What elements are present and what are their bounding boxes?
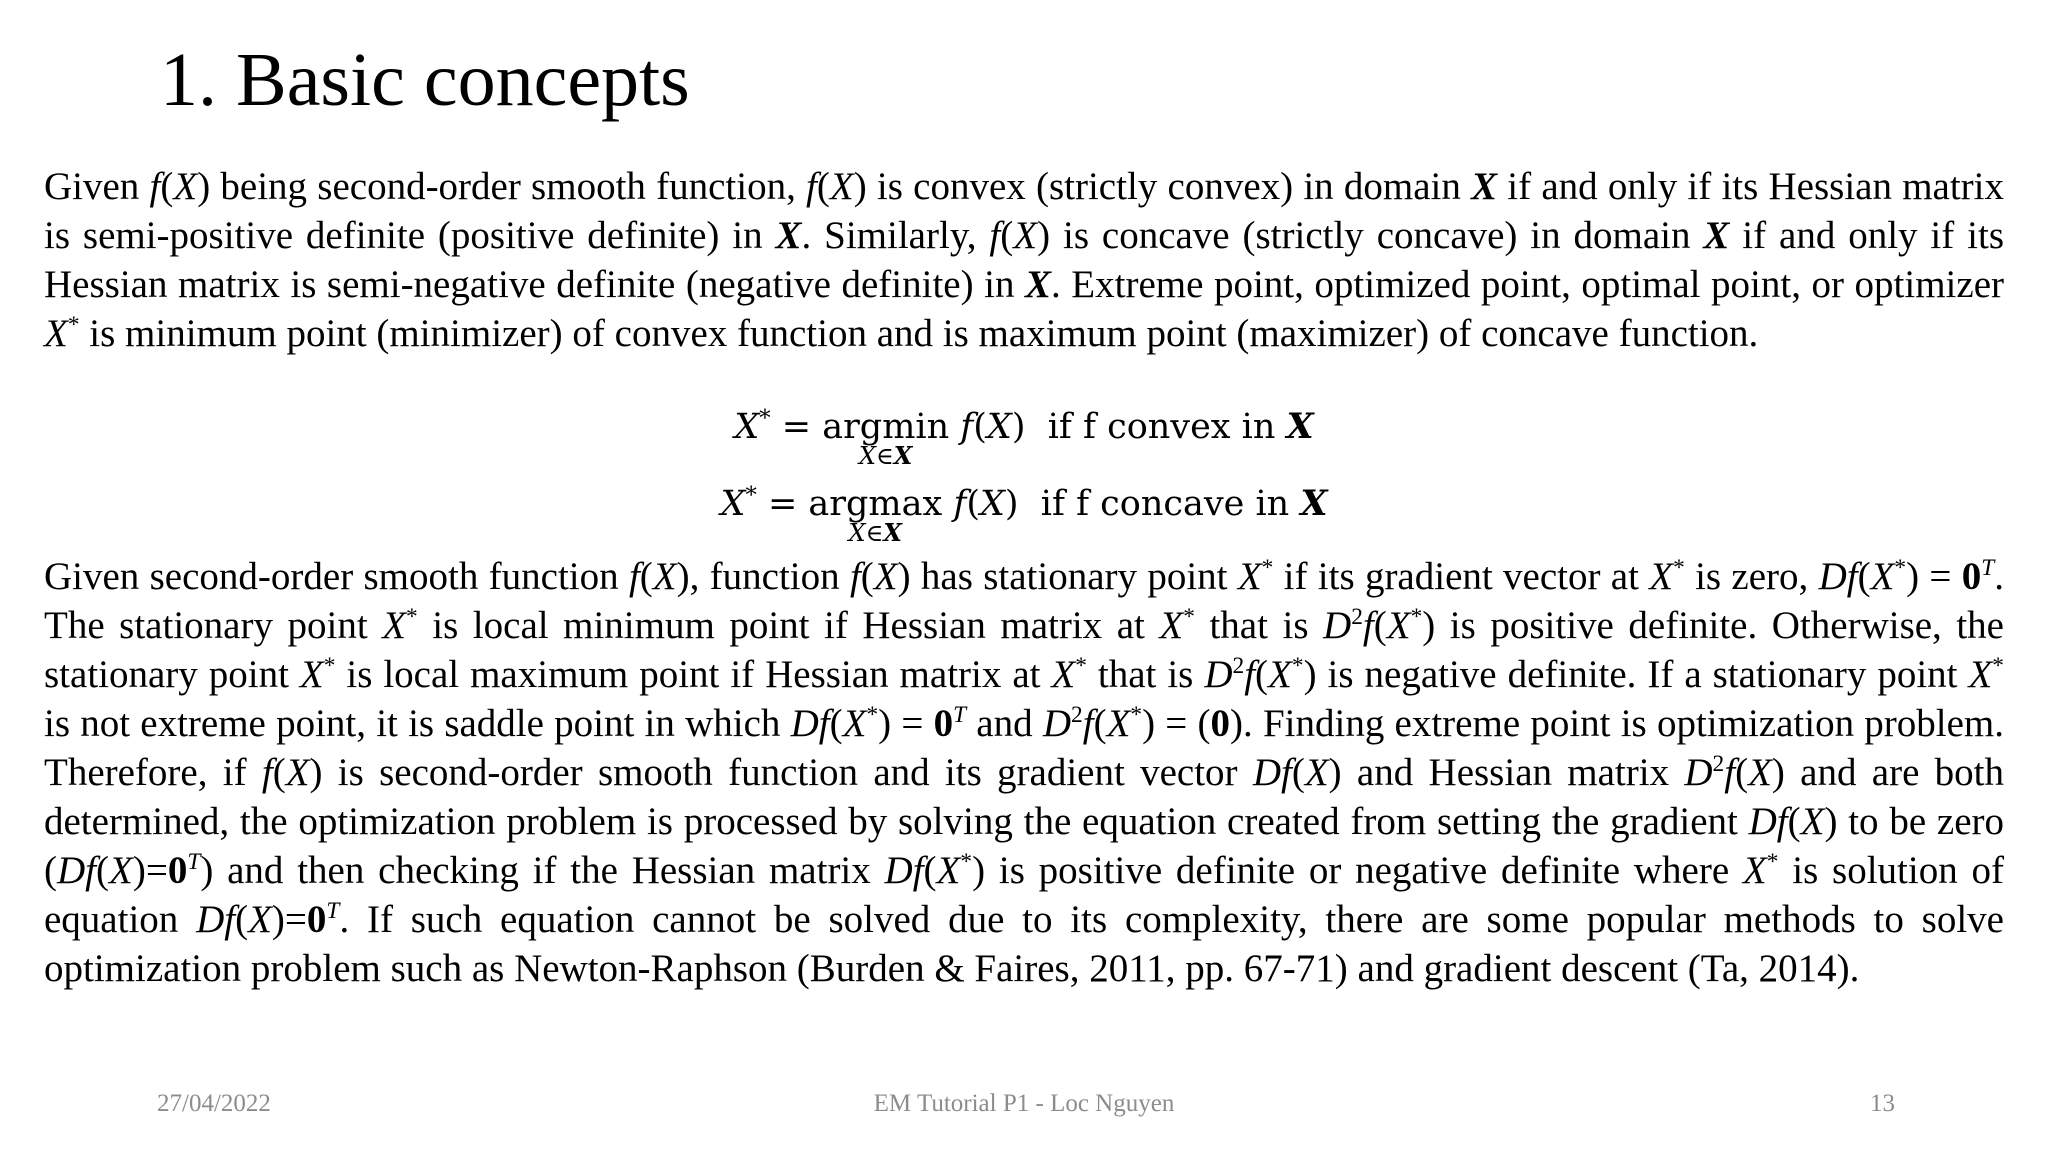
paragraph-stationary-point: Given second-order smooth function f(X), function f(X) has stationary point X* if its gradient vector at X* is zero, $Df(X^*) = 0^T$. The stationary point X* is local minimum point if Hessian matrix at X* that is $D^2f(X^*)$ is positive definite. Otherwise, the stationary point X* is local maximum point if Hessian matrix at X* that is $D^2f(X^*)$ is negative definite. If a stationary point X* is not extreme point, it is saddle point in which $Df(X^*) = 0^T$ and $D^2f(X^*) = (0)$. Finding extreme point is optimization problem. Therefore, if f(X) is second-order smooth function and its gradient vector Df(X) and Hessian matrix $D^2f(X)$ and are both determined, the optimization problem is processed by solving the equation created from setting the gradient Df(X) to be zero $(Df(X)=0^T)$ and then checking if the Hessian matrix Df(X*) is positive definite or negative definite where X* is solution of equation $Df(X)=0^T$. If such equation cannot be solved due to its complexity, there are some popular methods to solve optimization problem such as Newton-Raphson (Burden & Faires, 2011, pp. 67-71) and gradient descent (Ta, 2014). (44, 555, 2005, 990)
equation-argmin: X* = argmin X∈X f(X) if f convex in X (734, 405, 1314, 470)
slide-title: 1. Basic concepts (160, 38, 690, 122)
page-number: 13 (1870, 1090, 1895, 1117)
argmin-operator: argmin X∈X (822, 407, 950, 470)
footer-title: EM Tutorial P1 - Loc Nguyen (873, 1090, 1175, 1117)
paragraph-convexity: Given f(X) being second-order smooth function, f(X) is convex (strictly convex) in domain X if and only if its Hessian matrix is semi-positive definite (positive definite) in X. Similarly, f(X) is concave (strictly concave) in domain X if and only if its Hessian matrix is semi-negative definite (negative definite) in X. Extreme point, optimized point, optimal point, or optimizer X* is minimum point (minimizer) of convex function and is maximum point (maximizer) of concave function. (44, 165, 2004, 355)
argmax-operator: argmax X∈X (808, 484, 943, 547)
equation-argmax: X* = argmax X∈X f(X) if f concave in X (720, 482, 1328, 547)
footer-date: 27/04/2022 (157, 1090, 271, 1117)
